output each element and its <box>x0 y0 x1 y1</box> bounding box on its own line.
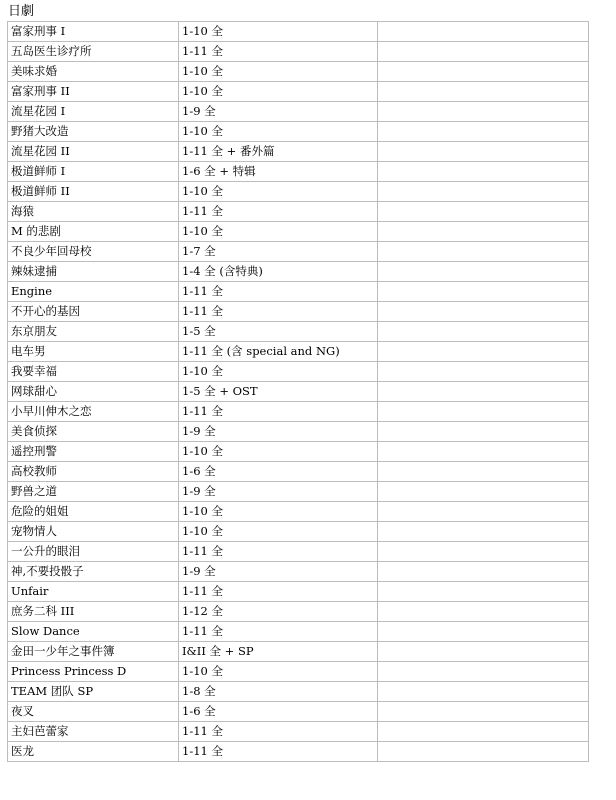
table-row <box>8 262 589 282</box>
episodes-cell: 1-6 全 <box>179 702 378 722</box>
drama-title-cell: Engine <box>8 282 179 302</box>
drama-title-cell: 富家刑事 II <box>8 82 179 102</box>
episodes-cell: 1-10 全 <box>179 22 378 42</box>
note-cell <box>378 302 589 322</box>
drama-title-cell: 流星花园 I <box>8 102 179 122</box>
drama-title-cell: 野猪大改造 <box>8 122 179 142</box>
episodes-cell: 1-10 全 <box>179 182 378 202</box>
table-row <box>8 722 589 742</box>
episodes-cell: 1-11 全 <box>179 282 378 302</box>
drama-title-cell: 神,不要投骰子 <box>8 562 179 582</box>
table-row <box>8 462 589 482</box>
table-row <box>8 142 589 162</box>
note-cell <box>378 122 589 142</box>
note-cell <box>378 62 589 82</box>
episodes-cell: 1-11 全 + 番外篇 <box>179 142 378 162</box>
note-cell <box>378 322 589 342</box>
drama-title-cell: 高校教师 <box>8 462 179 482</box>
table-row <box>8 662 589 682</box>
episodes-cell: 1-9 全 <box>179 422 378 442</box>
note-cell <box>378 422 589 442</box>
table-row <box>8 342 589 362</box>
table-row <box>8 62 589 82</box>
table-row <box>8 302 589 322</box>
episodes-cell: I&II 全 + SP <box>179 642 378 662</box>
page-title: 日劇 <box>8 4 35 19</box>
note-cell <box>378 362 589 382</box>
note-cell <box>378 202 589 222</box>
table-row <box>8 382 589 402</box>
table-row <box>8 362 589 382</box>
drama-title-cell: 五岛医生诊疗所 <box>8 42 179 62</box>
episodes-cell: 1-10 全 <box>179 122 378 142</box>
table-row <box>8 642 589 662</box>
note-cell <box>378 562 589 582</box>
episodes-cell: 1-11 全 (含 special and NG) <box>179 342 378 362</box>
episodes-cell: 1-10 全 <box>179 522 378 542</box>
episodes-cell: 1-8 全 <box>179 682 378 702</box>
table-row <box>8 522 589 542</box>
note-cell <box>378 342 589 362</box>
drama-table <box>7 21 589 762</box>
episodes-cell: 1-7 全 <box>179 242 378 262</box>
episodes-cell: 1-11 全 <box>179 202 378 222</box>
drama-title-cell: 东京朋友 <box>8 322 179 342</box>
note-cell <box>378 182 589 202</box>
table-row <box>8 442 589 462</box>
note-cell <box>378 542 589 562</box>
note-cell <box>378 582 589 602</box>
note-cell <box>378 462 589 482</box>
note-cell <box>378 262 589 282</box>
episodes-cell: 1-11 全 <box>179 42 378 62</box>
table-row <box>8 622 589 642</box>
table-row <box>8 682 589 702</box>
table-row <box>8 562 589 582</box>
episodes-cell: 1-9 全 <box>179 482 378 502</box>
note-cell <box>378 442 589 462</box>
episodes-cell: 1-11 全 <box>179 582 378 602</box>
episodes-cell: 1-6 全 <box>179 462 378 482</box>
drama-title-cell: 美食侦探 <box>8 422 179 442</box>
drama-title-cell: 美味求婚 <box>8 62 179 82</box>
drama-title-cell: 夜叉 <box>8 702 179 722</box>
table-row <box>8 502 589 522</box>
episodes-cell: 1-5 全 <box>179 322 378 342</box>
drama-title-cell: 海猿 <box>8 202 179 222</box>
table-row <box>8 102 589 122</box>
drama-title-cell: 一公升的眼泪 <box>8 542 179 562</box>
episodes-cell: 1-12 全 <box>179 602 378 622</box>
episodes-cell: 1-9 全 <box>179 102 378 122</box>
episodes-cell: 1-11 全 <box>179 622 378 642</box>
table-row <box>8 602 589 622</box>
note-cell <box>378 622 589 642</box>
note-cell <box>378 282 589 302</box>
drama-title-cell: 医龙 <box>8 742 179 762</box>
drama-title-cell: 极道鲜师 II <box>8 182 179 202</box>
table-row <box>8 42 589 62</box>
drama-title-cell: Princess Princess D <box>8 662 179 682</box>
note-cell <box>378 682 589 702</box>
note-cell <box>378 102 589 122</box>
table-row <box>8 582 589 602</box>
drama-title-cell: Slow Dance <box>8 622 179 642</box>
episodes-cell: 1-11 全 <box>179 542 378 562</box>
episodes-cell: 1-10 全 <box>179 442 378 462</box>
note-cell <box>378 382 589 402</box>
drama-title-cell: 网球甜心 <box>8 382 179 402</box>
episodes-cell: 1-10 全 <box>179 362 378 382</box>
drama-table-body <box>8 22 589 762</box>
episodes-cell: 1-4 全 (含特典) <box>179 262 378 282</box>
note-cell <box>378 642 589 662</box>
episodes-cell: 1-5 全 + OST <box>179 382 378 402</box>
drama-title-cell: 不良少年回母校 <box>8 242 179 262</box>
drama-title-cell: 野兽之道 <box>8 482 179 502</box>
note-cell <box>378 142 589 162</box>
drama-title-cell: 电车男 <box>8 342 179 362</box>
episodes-cell: 1-10 全 <box>179 662 378 682</box>
table-row <box>8 122 589 142</box>
drama-title-cell: 宠物情人 <box>8 522 179 542</box>
table-row <box>8 542 589 562</box>
note-cell <box>378 602 589 622</box>
note-cell <box>378 662 589 682</box>
episodes-cell: 1-11 全 <box>179 742 378 762</box>
drama-title-cell: 遥控刑警 <box>8 442 179 462</box>
note-cell <box>378 82 589 102</box>
episodes-cell: 1-10 全 <box>179 82 378 102</box>
drama-title-cell: M 的悲剧 <box>8 222 179 242</box>
drama-title-cell: Unfair <box>8 582 179 602</box>
drama-title-cell: TEAM 团队 SP <box>8 682 179 702</box>
table-row <box>8 702 589 722</box>
table-row <box>8 182 589 202</box>
table-row <box>8 742 589 762</box>
table-row <box>8 282 589 302</box>
episodes-cell: 1-10 全 <box>179 502 378 522</box>
drama-title-cell: 极道鲜师 I <box>8 162 179 182</box>
table-row <box>8 322 589 342</box>
table-row <box>8 162 589 182</box>
table-row <box>8 402 589 422</box>
table-row <box>8 222 589 242</box>
drama-title-cell: 流星花园 II <box>8 142 179 162</box>
table-row <box>8 202 589 222</box>
episodes-cell: 1-6 全 + 特辑 <box>179 162 378 182</box>
drama-title-cell: 辣妹逮捕 <box>8 262 179 282</box>
note-cell <box>378 702 589 722</box>
drama-title-cell: 危险的姐姐 <box>8 502 179 522</box>
drama-title-cell: 主妇芭蕾家 <box>8 722 179 742</box>
drama-title-cell: 富家刑事 I <box>8 22 179 42</box>
note-cell <box>378 222 589 242</box>
episodes-cell: 1-11 全 <box>179 302 378 322</box>
table-row <box>8 22 589 42</box>
episodes-cell: 1-11 全 <box>179 402 378 422</box>
note-cell <box>378 722 589 742</box>
table-row <box>8 82 589 102</box>
episodes-cell: 1-9 全 <box>179 562 378 582</box>
note-cell <box>378 402 589 422</box>
drama-title-cell: 庶务二科 III <box>8 602 179 622</box>
note-cell <box>378 502 589 522</box>
table-row <box>8 422 589 442</box>
note-cell <box>378 42 589 62</box>
drama-title-cell: 不开心的基因 <box>8 302 179 322</box>
table-row <box>8 242 589 262</box>
episodes-cell: 1-10 全 <box>179 62 378 82</box>
drama-title-cell: 小早川伸木之恋 <box>8 402 179 422</box>
note-cell <box>378 162 589 182</box>
note-cell <box>378 242 589 262</box>
note-cell <box>378 482 589 502</box>
drama-title-cell: 我要幸福 <box>8 362 179 382</box>
episodes-cell: 1-10 全 <box>179 222 378 242</box>
episodes-cell: 1-11 全 <box>179 722 378 742</box>
drama-title-cell: 金田一少年之事件簿 <box>8 642 179 662</box>
table-row <box>8 482 589 502</box>
note-cell <box>378 522 589 542</box>
note-cell <box>378 22 589 42</box>
note-cell <box>378 742 589 762</box>
